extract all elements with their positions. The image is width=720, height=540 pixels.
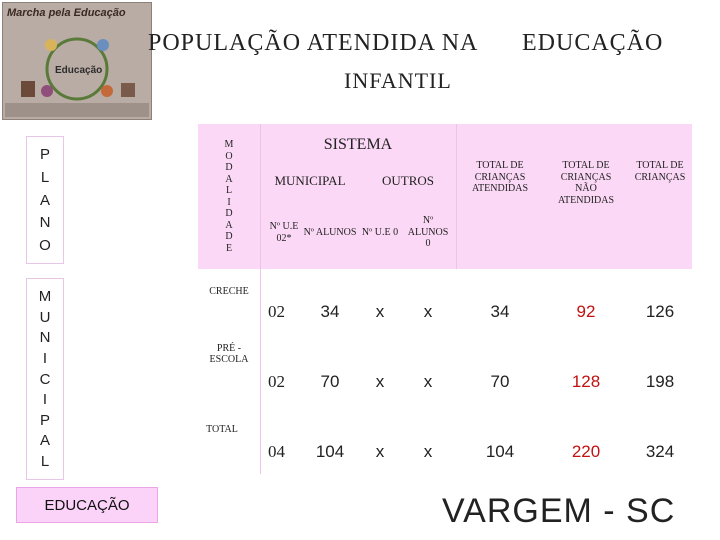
vertical-letter: M (224, 139, 234, 150)
plano-vertical-label (26, 136, 64, 264)
table-cell-ue-outros: x (375, 302, 385, 321)
municipal-vertical-label (26, 278, 64, 480)
table-cell-total: 126 (645, 302, 675, 321)
vertical-letter: A (225, 173, 233, 185)
table-cell-ue-outros: x (375, 442, 385, 461)
sub-header-ue-municipal: Nº U.E 02* (260, 196, 300, 269)
vertical-letter: L (40, 453, 50, 470)
table-cell-alunos-outros: x (423, 302, 433, 321)
vertical-letter: N (39, 329, 51, 347)
vertical-letter: I (227, 196, 231, 208)
total-atendidas-header: TOTAL DE CRIANÇAS ATENDIDAS (456, 124, 544, 269)
column-divider (456, 124, 457, 269)
vertical-letter: O (225, 150, 233, 162)
logo (2, 2, 152, 120)
outros-header: OUTROS (360, 166, 456, 196)
vertical-letter: A (225, 219, 233, 231)
table-cell-alunos: 34 (320, 302, 340, 321)
table-cell-ue: 02 (268, 302, 285, 321)
vertical-letter: A (39, 432, 50, 450)
municipal-header: MUNICIPAL (260, 166, 360, 196)
table-cell-atendidas: 70 (490, 372, 510, 391)
column-divider (260, 124, 261, 474)
table-cell-nao: 128 (571, 372, 601, 391)
row-label-creche: CRECHE (209, 286, 249, 298)
title-part-3: INFANTIL (344, 68, 452, 93)
table-cell-alunos: 104 (315, 442, 345, 461)
logo-illustration (3, 3, 151, 119)
sistema-header: SISTEMA (260, 124, 456, 166)
vertical-letter: N (39, 214, 51, 232)
logo-center-label: Educação (55, 65, 103, 76)
vertical-letter: A (39, 191, 50, 209)
table-cell-ue: 04 (268, 442, 285, 461)
vertical-letter: L (40, 168, 50, 186)
vertical-letter: D (225, 162, 233, 173)
table-cell-alunos: 70 (320, 372, 340, 391)
table-cell-ue: 02 (268, 372, 285, 391)
vertical-letter: P (39, 146, 50, 163)
table-cell-total: 198 (645, 372, 675, 391)
row-label-total: TOTAL (206, 424, 238, 436)
vertical-letter: U (39, 308, 51, 326)
table-cell-alunos-outros: x (423, 442, 433, 461)
vertical-letter: I (42, 349, 48, 367)
vertical-letter: P (39, 411, 50, 429)
table-cell-atendidas: 104 (485, 442, 515, 461)
table-cell-alunos-outros: x (423, 372, 433, 391)
educacao-label: EDUCAÇÃO (16, 487, 158, 523)
vertical-letter: E (225, 242, 233, 254)
table-cell-atendidas: 34 (490, 302, 510, 321)
page-title (148, 30, 708, 62)
sub-header-ue-outros: Nº U.E 0 (360, 196, 400, 269)
footer-location: VARGEM - SC (442, 492, 676, 530)
row-label-pre-escola: PRÉ - ESCOLA (209, 342, 249, 365)
sub-header-alunos-outros: Nº ALUNOS 0 (400, 196, 456, 269)
sub-header-alunos-municipal: Nº ALUNOS (300, 196, 360, 269)
vertical-letter: D (225, 231, 233, 242)
total-nao-atendidas-header: TOTAL DE CRIANÇAS NÃO ATENDIDAS (544, 124, 628, 269)
vertical-letter: M (38, 288, 52, 305)
vertical-letter: I (42, 391, 48, 409)
table-cell-nao: 92 (576, 302, 596, 321)
vertical-letter: C (39, 370, 51, 388)
title-part-1: POPULAÇÃO ATENDIDA NA (148, 30, 479, 56)
modalidade-header (198, 124, 260, 269)
vertical-letter: O (39, 237, 51, 254)
table-cell-nao: 220 (571, 442, 601, 461)
logo-caption: Marcha pela Educação (7, 7, 126, 19)
vertical-letter: D (225, 208, 233, 219)
table-cell-total: 324 (645, 442, 675, 461)
total-criancas-header: TOTAL DE CRIANÇAS (628, 124, 692, 269)
title-part-2: EDUCAÇÃO (522, 30, 664, 56)
table-cell-ue-outros: x (375, 372, 385, 391)
vertical-letter: L (225, 185, 233, 196)
